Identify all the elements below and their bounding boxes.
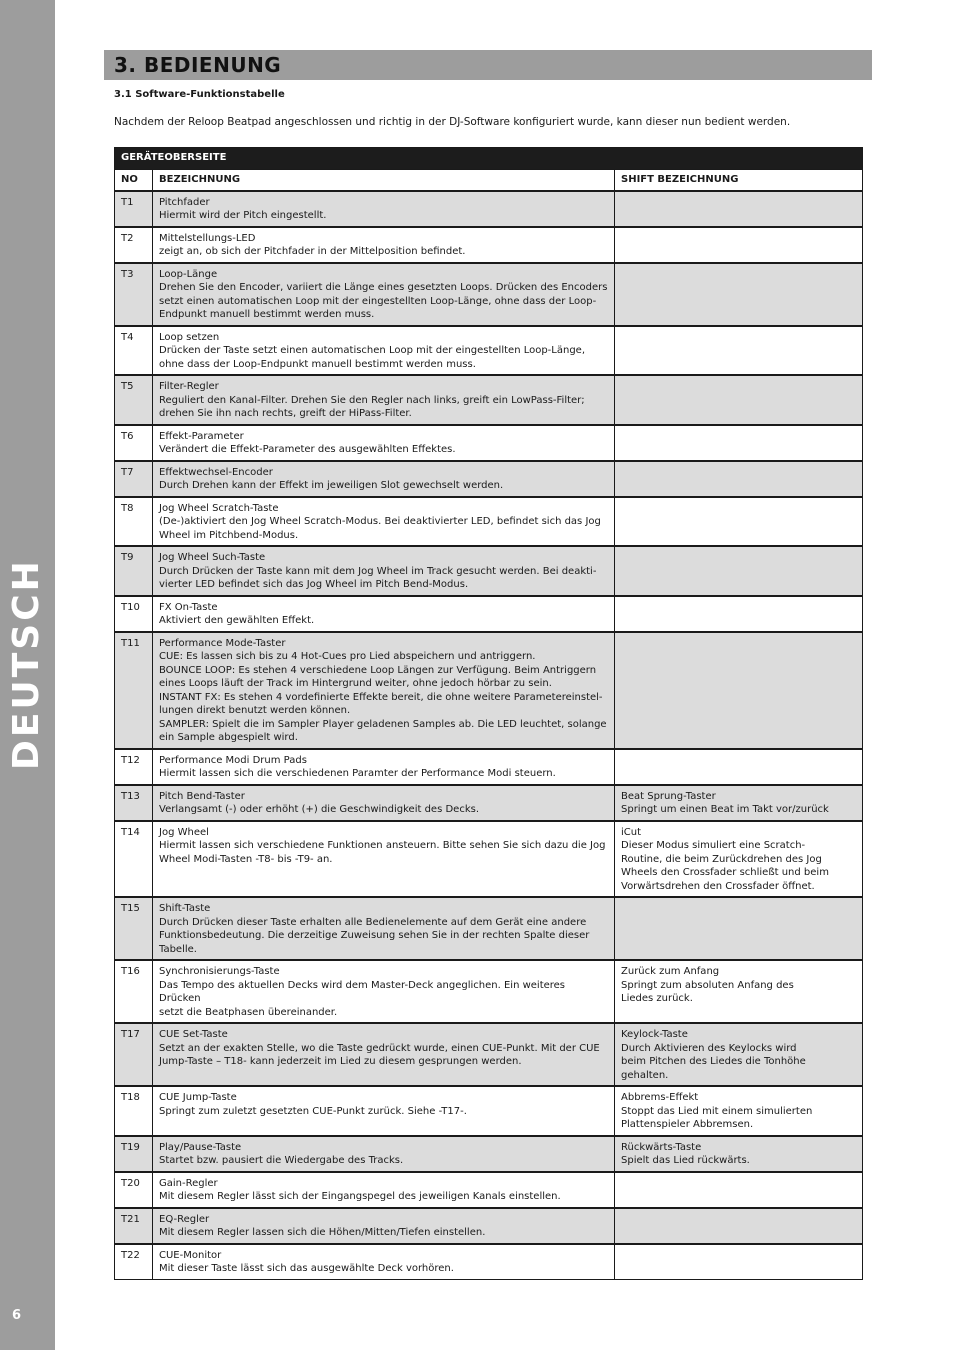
cell-no: T17 xyxy=(115,1023,153,1086)
function-description-line: SAMPLER: Spielt die im Sampler Player geladenen Samples ab. Die LED leuchtet, solange xyxy=(159,718,607,730)
cell-bezeichnung xyxy=(153,960,615,1023)
cell-shift-bezeichnung xyxy=(615,785,863,821)
cell-no: T6 xyxy=(115,425,153,461)
function-description-line: Das Tempo des aktuellen Decks wird dem Master-Deck angeglichen. Ein weiteres Drücken xyxy=(159,979,566,1004)
function-name: EQ-Regler xyxy=(159,1213,210,1225)
function-description-line: Setzt an der exakten Stelle, wo die Taste gedrückt wurde, einen CUE-Punkt. Mit der CUE xyxy=(159,1042,600,1054)
function-description-line: setzt einen automatischen Loop mit der eingestellten Loop-Länge, ohne dass der Loop- xyxy=(159,295,597,307)
cell-bezeichnung xyxy=(153,227,615,263)
cell-shift-bezeichnung xyxy=(615,1208,863,1244)
cell-shift-bezeichnung xyxy=(615,632,863,749)
function-name: Pitchfader xyxy=(159,196,210,208)
cell-shift-bezeichnung xyxy=(615,1023,863,1086)
table-row xyxy=(115,1208,863,1244)
function-description-line: setzt die Beatphasen übereinander. xyxy=(159,1006,338,1018)
cell-no: T3 xyxy=(115,263,153,326)
function-description-line: (De-)aktiviert den Jog Wheel Scratch-Modus. Bei deaktivierter LED, befindet sich das Jog xyxy=(159,516,601,527)
cell-bezeichnung xyxy=(153,785,615,821)
function-description-line: ohne dass der Loop-Endpunkt manuell bestimmt werden muss. xyxy=(159,358,476,370)
shift-function-name: Rückwärts-Taste xyxy=(621,1141,702,1153)
function-description-line: Reguliert den Kanal-Filter. Drehen Sie den Regler nach links, greift ein LowPass-Filter; xyxy=(159,394,585,406)
cell-bezeichnung xyxy=(153,1086,615,1136)
shift-description-line: Spielt das Lied rückwärts. xyxy=(621,1155,750,1166)
function-name: Filter-Regler xyxy=(159,381,219,392)
cell-shift-bezeichnung xyxy=(615,749,863,785)
cell-shift-bezeichnung xyxy=(615,425,863,461)
function-description-line: Startet bzw. pausiert die Wiedergabe des Tracks. xyxy=(159,1155,404,1166)
cell-no: T14 xyxy=(115,821,153,898)
column-header-no: NO xyxy=(115,170,153,191)
function-name: Synchronisierungs-Taste xyxy=(159,966,280,977)
function-name: Gain-Regler xyxy=(159,1177,218,1189)
cell-no: T2 xyxy=(115,227,153,263)
cell-no: T8 xyxy=(115,497,153,547)
cell-no: T9 xyxy=(115,546,153,596)
table-row xyxy=(115,1172,863,1208)
function-description-line: Jump-Taste – T18- kann jederzeit im Lied zu diesem gesprungen werden. xyxy=(159,1056,522,1067)
cell-no: T13 xyxy=(115,785,153,821)
function-name: Play/Pause-Taste xyxy=(159,1141,242,1153)
cell-shift-bezeichnung xyxy=(615,1086,863,1136)
cell-bezeichnung xyxy=(153,425,615,461)
cell-shift-bezeichnung xyxy=(615,1244,863,1280)
cell-bezeichnung xyxy=(153,326,615,376)
shift-description-line: Stoppt das Lied mit einem simulierten xyxy=(621,1105,813,1117)
table-row xyxy=(115,497,863,547)
table-row xyxy=(115,785,863,821)
function-description-line: Durch Drücken der Taste kann mit dem Jog Wheel im Track gesucht werden. Bei deakti- xyxy=(159,565,597,577)
function-description-line: drehen Sie ihn nach rechts, greift der HiPass-Filter. xyxy=(159,408,412,419)
cell-no: T12 xyxy=(115,749,153,785)
section-subtitle: 3.1 Software-Funktionstabelle xyxy=(114,89,285,100)
table-row xyxy=(115,227,863,263)
cell-bezeichnung xyxy=(153,461,615,497)
function-description-line: ein Sample abgespielt wird. xyxy=(159,732,298,743)
table-row xyxy=(115,1244,863,1280)
cell-bezeichnung xyxy=(153,1023,615,1086)
cell-no: T22 xyxy=(115,1244,153,1280)
cell-no: T1 xyxy=(115,191,153,227)
function-name: Jog Wheel Scratch-Taste xyxy=(159,502,279,514)
table-row xyxy=(115,632,863,749)
shift-description-line: Springt zum absoluten Anfang des xyxy=(621,979,794,991)
function-description-line: Hiermit wird der Pitch eingestellt. xyxy=(159,210,327,221)
function-table xyxy=(114,147,863,1280)
function-description-line: CUE: Es lassen sich bis zu 4 Hot-Cues pro Lied abspeichern und antriggern. xyxy=(159,651,536,662)
shift-function-name: iCut xyxy=(621,826,642,838)
table-row xyxy=(115,191,863,227)
cell-shift-bezeichnung xyxy=(615,461,863,497)
cell-bezeichnung xyxy=(153,596,615,632)
function-name: Effektwechsel-Encoder xyxy=(159,466,273,478)
cell-shift-bezeichnung xyxy=(615,897,863,960)
table-body xyxy=(115,191,863,1280)
function-description-line: BOUNCE LOOP: Es stehen 4 verschiedene Loop Längen zur Verfügung. Beim Antriggern xyxy=(159,664,597,676)
cell-shift-bezeichnung xyxy=(615,821,863,898)
cell-no: T5 xyxy=(115,375,153,425)
function-description-line: Durch Drücken dieser Taste erhalten alle Bedienelemente auf dem Gerät eine andere xyxy=(159,916,587,928)
cell-bezeichnung xyxy=(153,546,615,596)
cell-bezeichnung xyxy=(153,263,615,326)
table-header-row xyxy=(115,170,863,191)
function-name: Performance Mode-Taster xyxy=(159,637,286,649)
table-title-row xyxy=(115,148,863,170)
table-row xyxy=(115,1023,863,1086)
table-row xyxy=(115,960,863,1023)
function-description-line: lungen direkt benutzt werden können. xyxy=(159,705,351,716)
shift-description-line: Durch Aktivieren des Keylocks wird xyxy=(621,1042,797,1054)
shift-function-name: Zurück zum Anfang xyxy=(621,966,720,977)
cell-shift-bezeichnung xyxy=(615,596,863,632)
shift-description-line: Plattenspieler Abbremsen. xyxy=(621,1119,754,1130)
function-description-line: Hiermit lassen sich die verschiedenen Paramter der Performance Modi steuern. xyxy=(159,768,556,779)
cell-bezeichnung xyxy=(153,1172,615,1208)
function-description-line: Mit dieser Taste lässt sich das ausgewählte Deck vorhören. xyxy=(159,1263,454,1274)
function-name: FX On-Taste xyxy=(159,601,218,613)
cell-bezeichnung xyxy=(153,375,615,425)
table-row xyxy=(115,546,863,596)
cell-bezeichnung xyxy=(153,1208,615,1244)
cell-no: T11 xyxy=(115,632,153,749)
function-name: Performance Modi Drum Pads xyxy=(159,754,307,766)
table-title: GERÄTEOBERSEITE xyxy=(115,148,863,170)
cell-no: T4 xyxy=(115,326,153,376)
shift-description-line: Liedes zurück. xyxy=(621,993,693,1004)
language-sidebar xyxy=(0,0,55,1350)
function-description-line: Aktiviert den gewählten Effekt. xyxy=(159,615,315,626)
page-number: 6 xyxy=(12,1308,22,1323)
function-description-line: Mit diesem Regler lassen sich die Höhen/Mitten/Tiefen einstellen. xyxy=(159,1227,486,1238)
function-description-line: Verändert die Effekt-Parameter des ausgewählten Effektes. xyxy=(159,444,456,455)
column-header-shift: SHIFT BEZEICHNUNG xyxy=(615,170,863,191)
function-description-line: Drücken der Taste setzt einen automatischen Loop mit der eingestellten Loop-Länge, xyxy=(159,345,586,356)
function-description-line: eines Loops läuft der Track im Hintergrund weiter, ohne jedoch hörbar zu sein. xyxy=(159,678,552,689)
cell-no: T15 xyxy=(115,897,153,960)
table-row xyxy=(115,821,863,898)
function-description-line: Wheel Modi-Tasten -T8- bis -T9- an. xyxy=(159,853,333,865)
table-row xyxy=(115,326,863,376)
function-description-line: Tabelle. xyxy=(159,943,197,955)
cell-bezeichnung xyxy=(153,821,615,898)
function-name: CUE Set-Taste xyxy=(159,1029,228,1040)
function-name: CUE Jump-Taste xyxy=(159,1092,237,1103)
shift-description-line: Routine, die beim Zurückdrehen des Jog xyxy=(621,853,822,865)
table-row xyxy=(115,897,863,960)
cell-shift-bezeichnung xyxy=(615,191,863,227)
cell-no: T21 xyxy=(115,1208,153,1244)
column-header-bezeichnung: BEZEICHNUNG xyxy=(153,170,615,191)
shift-description-line: Vorwärtsdrehen den Crossfader öffnet. xyxy=(621,880,815,892)
shift-function-name: Beat Sprung-Taster xyxy=(621,790,716,802)
shift-description-line: Dieser Modus simuliert eine Scratch- xyxy=(621,840,806,851)
function-name: CUE-Monitor xyxy=(159,1249,222,1261)
shift-function-name: Keylock-Taste xyxy=(621,1029,688,1040)
function-description-line: Mit diesem Regler lässt sich der Eingangspegel des jeweiligen Kanals einstellen. xyxy=(159,1191,561,1202)
language-label: DEUTSCH xyxy=(6,558,47,770)
cell-bezeichnung xyxy=(153,897,615,960)
cell-bezeichnung xyxy=(153,749,615,785)
cell-no: T19 xyxy=(115,1136,153,1172)
cell-no: T10 xyxy=(115,596,153,632)
cell-no: T18 xyxy=(115,1086,153,1136)
function-name: Loop setzen xyxy=(159,331,220,343)
cell-shift-bezeichnung xyxy=(615,1136,863,1172)
function-description-line: Durch Drehen kann der Effekt im jeweiligen Slot gewechselt werden. xyxy=(159,480,504,491)
cell-bezeichnung xyxy=(153,497,615,547)
function-description-line: zeigt an, ob sich der Pitchfader in der Mittelposition befindet. xyxy=(159,246,466,257)
intro-paragraph: Nachdem der Reloop Beatpad angeschlossen und richtig in der DJ-Software konfiguriert wurde, kann dieser nun bedient werden. xyxy=(114,116,791,128)
shift-description-line: beim Pitchen des Liedes die Tonhöhe xyxy=(621,1056,806,1067)
cell-shift-bezeichnung xyxy=(615,326,863,376)
table-row xyxy=(115,461,863,497)
shift-description-line: Springt um einen Beat im Takt vor/zurück xyxy=(621,804,829,815)
function-name: Loop-Länge xyxy=(159,268,218,280)
function-description-line: Wheel im Pitchbend-Modus. xyxy=(159,529,299,541)
cell-no: T16 xyxy=(115,960,153,1023)
cell-shift-bezeichnung xyxy=(615,263,863,326)
function-name: Pitch Bend-Taster xyxy=(159,790,245,802)
function-description-line: Endpunkt manuell bestimmt werden muss. xyxy=(159,309,375,320)
function-name: Shift-Taste xyxy=(159,903,211,914)
cell-bezeichnung xyxy=(153,191,615,227)
table-row xyxy=(115,425,863,461)
shift-description-line: gehalten. xyxy=(621,1069,669,1081)
function-description-line: Verlangsamt (-) oder erhöht (+) die Geschwindigkeit des Decks. xyxy=(159,804,479,815)
function-description-line: Drehen Sie den Encoder, variiert die Länge eines gesetzten Loops. Drücken des Encoders xyxy=(159,282,608,293)
cell-bezeichnung xyxy=(153,632,615,749)
function-description-line: Funktionsbedeutung. Die derzeitige Zuweisung sehen Sie in der rechten Spalte dieser xyxy=(159,930,590,941)
function-name: Effekt-Parameter xyxy=(159,430,244,442)
table-row xyxy=(115,263,863,326)
function-name: Mittelstellungs-LED xyxy=(159,232,256,244)
table-row xyxy=(115,1086,863,1136)
cell-bezeichnung xyxy=(153,1244,615,1280)
function-name: Jog Wheel Such-Taste xyxy=(159,552,266,563)
cell-shift-bezeichnung xyxy=(615,227,863,263)
cell-no: T20 xyxy=(115,1172,153,1208)
shift-description-line: Wheels den Crossfader schließt und beim xyxy=(621,867,829,878)
function-name: Jog Wheel xyxy=(159,826,209,838)
table-row xyxy=(115,1136,863,1172)
cell-shift-bezeichnung xyxy=(615,375,863,425)
cell-shift-bezeichnung xyxy=(615,1172,863,1208)
cell-bezeichnung xyxy=(153,1136,615,1172)
cell-shift-bezeichnung xyxy=(615,960,863,1023)
cell-shift-bezeichnung xyxy=(615,497,863,547)
function-description-line: Springt zum zuletzt gesetzten CUE-Punkt zurück. Siehe -T17-. xyxy=(159,1105,467,1117)
table-row xyxy=(115,749,863,785)
cell-no: T7 xyxy=(115,461,153,497)
function-description-line: INSTANT FX: Es stehen 4 vordefinierte Effekte bereit, die ohne weitere Parametereinstel- xyxy=(159,691,603,703)
shift-function-name: Abbrems-Effekt xyxy=(621,1092,699,1103)
function-description-line: Hiermit lassen sich verschiedene Funktionen ansteuern. Bitte sehen Sie sich dazu die Jog xyxy=(159,840,606,851)
section-title: 3. BEDIENUNG xyxy=(104,50,872,80)
function-description-line: vierter LED befindet sich das Jog Wheel im Pitch Bend-Modus. xyxy=(159,579,469,590)
cell-shift-bezeichnung xyxy=(615,546,863,596)
table-row xyxy=(115,596,863,632)
table-row xyxy=(115,375,863,425)
